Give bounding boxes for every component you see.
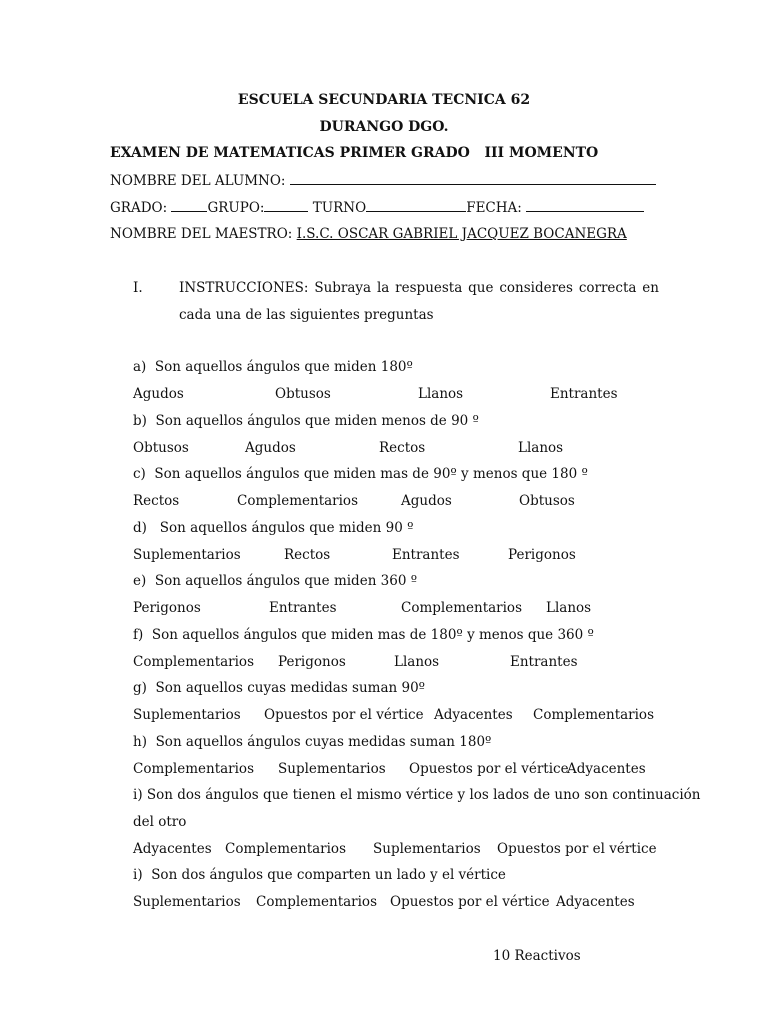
option[interactable]: Opuestos por el vértice [264,707,424,723]
grado-blank[interactable] [171,199,207,212]
grado-label: GRADO: [110,200,168,216]
option[interactable]: Llanos [394,654,440,670]
school-title: ESCUELA SECUNDARIA TECNICA 62 [237,92,531,108]
question-a: a) Son aquellos ángulos que miden 180º [133,359,413,375]
question-h: h) Son aquellos ángulos cuyas medidas suman 180º [133,734,492,750]
option[interactable]: Suplementarios [278,761,386,777]
option[interactable]: Llanos [418,386,464,402]
reactivos-count: 10 Reactivos [493,948,581,964]
option[interactable]: Suplementarios [373,841,481,857]
question-g: g) Son aquellos cuyas medidas suman 90º [133,680,426,696]
option[interactable]: Complementarios [256,894,377,910]
option[interactable]: Adyacentes [434,707,513,723]
option[interactable]: Suplementarios [133,894,241,910]
teacher-name: I.S.C. OSCAR GABRIEL JACQUEZ BOCANEGRA [296,226,627,242]
teacher-line [110,226,627,242]
option[interactable]: Complementarios [401,600,522,616]
option[interactable]: Perigonos [508,547,576,563]
fecha-blank[interactable] [526,199,644,212]
option[interactable]: Entrantes [392,547,460,563]
grupo-label: GRUPO: [207,200,265,216]
question-i: i) Son dos ángulos que tienen el mismo vértice y los lados de uno son continuación [133,787,701,803]
fecha-label: FECHA: [466,200,522,216]
option[interactable]: Complementarios [225,841,346,857]
option[interactable]: Agudos [401,493,452,509]
option[interactable]: Entrantes [550,386,618,402]
question-e: e) Son aquellos ángulos que miden 360 º [133,573,418,589]
option[interactable]: Entrantes [269,600,337,616]
option[interactable]: Complementarios [533,707,654,723]
grado-grupo-line [110,199,644,216]
question-j: i) Son dos ángulos que comparten un lado y el vértice [133,867,506,883]
option[interactable]: Llanos [518,440,564,456]
instructions: INSTRUCCIONES: Subraya la respuesta que consideres correcta en cada una de las siguientes preguntas [179,280,659,323]
option[interactable]: Llanos [546,600,592,616]
option[interactable]: Complementarios [237,493,358,509]
student-name-line [110,172,656,189]
option[interactable]: Perigonos [133,600,201,616]
option[interactable]: Complementarios [133,654,254,670]
question-f: f) Son aquellos ángulos que miden mas de 180º y menos que 360 º [133,627,594,643]
option[interactable]: Obtusos [519,493,575,509]
exam-title: EXAMEN DE MATEMATICAS PRIMER GRADO III MOMENTO [110,145,599,161]
city-title: DURANGO DGO. [319,119,449,135]
option[interactable]: Perigonos [278,654,346,670]
option[interactable]: Agudos [133,386,184,402]
option[interactable]: Entrantes [510,654,578,670]
option[interactable]: Obtusos [275,386,331,402]
section-number: I. [133,280,143,296]
student-name-blank[interactable] [290,172,656,185]
turno-blank[interactable] [366,199,466,212]
option[interactable]: Complementarios [133,761,254,777]
option[interactable]: Opuestos por el vértice [497,841,657,857]
option[interactable]: Adyacentes [556,894,635,910]
question-c: c) Son aquellos ángulos que miden mas de 90º y menos que 180 º [133,466,588,482]
grupo-blank[interactable] [264,199,308,212]
option[interactable]: Opuestos por el vértice [409,761,569,777]
turno-label: TURNO [312,200,367,216]
option[interactable]: Rectos [284,547,331,563]
question-d: d) Son aquellos ángulos que miden 90 º [133,520,414,536]
option[interactable]: Adyacentes [567,761,646,777]
option[interactable]: Adyacentes [133,841,212,857]
option[interactable]: Suplementarios [133,547,241,563]
option[interactable]: Opuestos por el vértice [390,894,550,910]
option[interactable]: Obtusos [133,440,189,456]
option[interactable]: Agudos [245,440,296,456]
question-b: b) Son aquellos ángulos que miden menos de 90 º [133,413,479,429]
teacher-label: NOMBRE DEL MAESTRO: [110,226,293,242]
option[interactable]: Rectos [133,493,180,509]
student-name-label: NOMBRE DEL ALUMNO: [110,173,286,189]
option[interactable]: Rectos [379,440,426,456]
question-i-continuation: del otro [133,814,187,830]
option[interactable]: Suplementarios [133,707,241,723]
